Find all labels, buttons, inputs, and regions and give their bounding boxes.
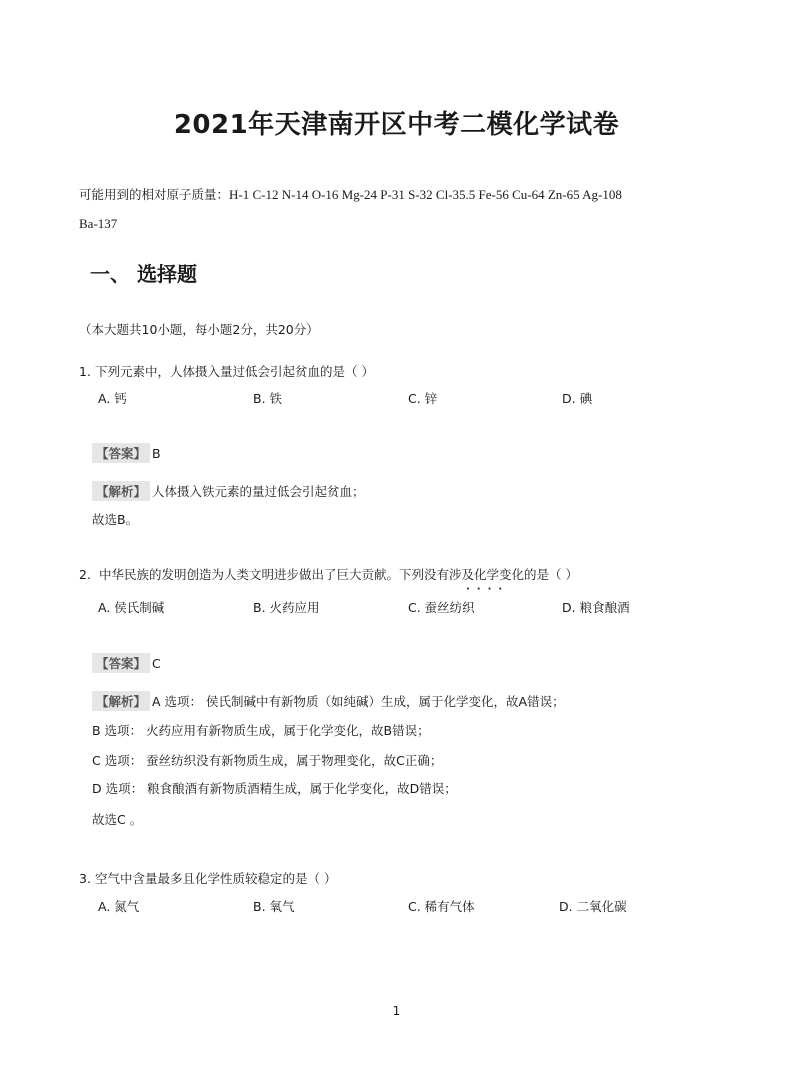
- atomic-masses-values-cont: Ba-137: [79, 216, 118, 231]
- analysis-2: [92, 691, 565, 711]
- analysis-2-line-b: B 选项： 火药应用有新物质生成，属于化学变化，故B错误；: [92, 723, 430, 738]
- analysis-label: 【解析】: [92, 691, 150, 711]
- question-number: 2.: [79, 567, 91, 582]
- analysis-2-line-c: C 选项： 蚕丝纺织没有新物质生成，属于物理变化，故C正确；: [92, 753, 443, 768]
- page-number: 1: [392, 1004, 401, 1018]
- analysis-1: [92, 481, 365, 501]
- question-1: [79, 362, 374, 380]
- atomic-masses-label: 可能用到的相对原子质量：: [79, 187, 230, 202]
- analysis-text: 人体摄入铁元素的量过低会引起贫血；: [152, 484, 365, 499]
- analysis-1-conclusion: 故选B。: [92, 512, 139, 527]
- atomic-masses-values: H-1 C-12 N-14 O-16 Mg-24 P-31 S-32 Cl-35.5 Fe-56 Cu-64 Zn-65 Ag-108: [229, 187, 622, 202]
- option-d: D. 二氧化碳: [559, 899, 627, 914]
- answer-1: [92, 443, 161, 463]
- page-title: 2021年天津南开区中考二模化学试卷: [173, 110, 620, 140]
- option-a: A. 侯氏制碱: [98, 600, 165, 615]
- answer-2: [92, 653, 161, 673]
- answer-value: C: [152, 656, 161, 671]
- question-text: 下列元素中，人体摄入量过低会引起贫血的是（ ）: [95, 364, 374, 379]
- analysis-2-conclusion: 故选C 。: [92, 812, 143, 827]
- question-text: 空气中含量最多且化学性质较稳定的是（ ）: [95, 871, 337, 886]
- option-b: B. 氧气: [253, 899, 295, 914]
- question-text: 中华民族的发明创造为人类文明进步做出了巨大贡献。下列没有涉及化学变化的是（ ）: [95, 567, 578, 582]
- section-note: （本大题共10小题，每小题2分，共20分）: [79, 322, 319, 337]
- emphasis-dots: ····: [466, 584, 510, 595]
- question-number: 3.: [79, 871, 91, 886]
- question-2: [79, 565, 578, 583]
- option-c: C. 稀有气体: [408, 899, 475, 914]
- option-a: A. 钙: [98, 391, 127, 406]
- option-c: C. 蚕丝纺织: [408, 600, 475, 615]
- answer-label: 【答案】: [92, 443, 150, 463]
- analysis-2-line-d: D 选项： 粮食酿酒有新物质酒精生成，属于化学变化，故D错误；: [92, 781, 457, 796]
- section-heading: 一、 选择题: [90, 262, 197, 286]
- question-3: [79, 869, 336, 887]
- question-number: 1.: [79, 364, 91, 379]
- option-b: B. 铁: [253, 391, 283, 406]
- option-b: B. 火药应用: [253, 600, 320, 615]
- analysis-text: A 选项： 侯氏制碱中有新物质（如纯碱）生成，属于化学变化，故A错误；: [152, 694, 565, 709]
- option-d: D. 碘: [562, 391, 593, 406]
- answer-value: B: [152, 446, 161, 461]
- option-a: A. 氮气: [98, 899, 140, 914]
- analysis-label: 【解析】: [92, 481, 150, 501]
- answer-label: 【答案】: [92, 653, 150, 673]
- option-d: D. 粮食酿酒: [562, 600, 630, 615]
- atomic-masses: [79, 180, 719, 238]
- option-c: C. 锌: [408, 391, 438, 406]
